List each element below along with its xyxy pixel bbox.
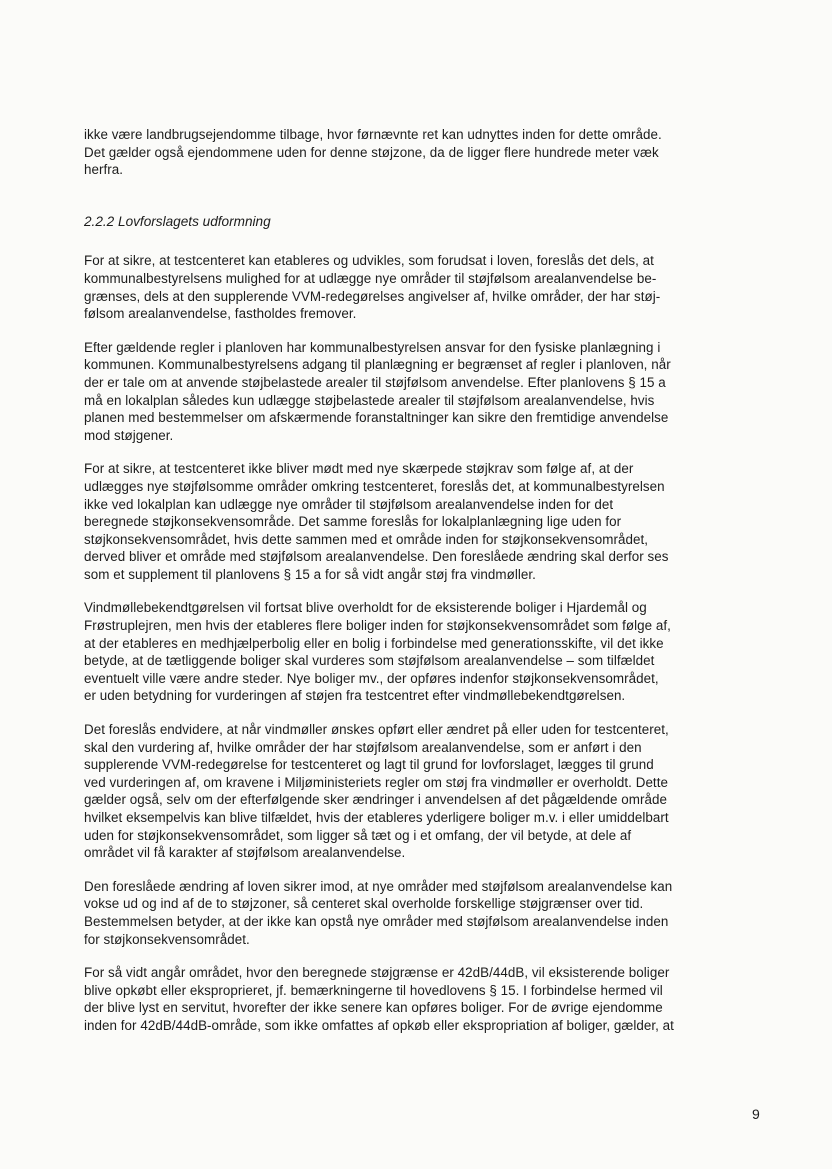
paragraph-7 [84,964,768,1034]
text-line: inden for 42dB/44dB-område, som ikke omfattes af opkøb eller ekspropriation af boliger, gælder, at [84,1017,674,1033]
spacer [84,230,768,252]
paragraph-4 [84,599,768,705]
paragraph-5 [84,721,768,862]
text-line: For at sikre, at testcenteret kan etableres og udvikles, som forudsat i loven, foreslås det dels, at [84,253,654,269]
intro-paragraph [84,126,768,179]
text-line: for støjkonsekvensområdet. [84,931,250,947]
text-line: følsom arealanvendelse, fastholdes fremover. [84,306,357,322]
text-line: betyde, at de tætliggende boliger skal vurderes som støjfølsom arealanvendelse – som tilfældet [84,653,655,669]
paragraph-6 [84,878,768,948]
text-line: som et supplement til planlovens § 15 a for så vidt angår støj fra vindmøller. [84,566,536,582]
text-line: gælder også, selv om der efterfølgende sker ændringer i anvendelsen af det pågældende område [84,792,667,808]
text-line: beregnede støjkonsekvensområde. Det samme foreslås for lokalplanlægning lige uden for [84,514,622,530]
text-line: Vindmøllebekendtgørelsen vil fortsat blive overholdt for de eksisterende boliger i Hjardemål og [84,600,647,616]
text-line: derved bliver et område med støjfølsom arealanvendelse. Den foreslåede ændring skal derfor ses [84,549,669,565]
document-body [84,126,768,1035]
text-line: støjkonsekvensområdet, hvis dette sammen med et område inden for støjkonsekvensområdet, [84,531,649,547]
text-line: hvilket eksempelvis kan blive tilfældet, hvis der etableres yderligere boliger m.v. i eller umiddelbart [84,810,669,825]
spacer [84,583,768,599]
text-line: Den foreslåede ændring af loven sikrer imod, at nye områder med støjfølsom arealanvendelse kan [84,878,673,894]
text-line: ikke ved lokalplan kan udlægge nye områder til støjfølsom arealanvendelse inden for det [84,496,614,512]
text-line: blive opkøbt eller eksproprieret, jf. bemærkningerne til hovedlovens § 15. I forbindelse hermed vil [84,982,663,998]
text-line: mod støjgener. [84,427,174,443]
text-line: supplerende VVM-redegørelse for testcenteret og lagt til grund for lovforslaget, lægges til grund [84,757,654,773]
text-line: uden for støjkonsekvensområdet, som ligger så tæt og i et omfang, der vil betyde, at dele af [84,827,632,843]
text-line: Efter gældende regler i planloven har kommunalbestyrelsen ansvar for den fysiske planlægning i [84,339,661,355]
text-line: vokse ud og ind af de to støjzoner, så centeret skal overholde forskellige støjgrænser over tid. [84,896,644,912]
text-line: kommunen. Kommunalbestyrelsens adgang til planlægning er begrænset af regler i planloven, når [84,357,671,373]
spacer [84,948,768,964]
paragraph-3 [84,460,768,583]
text-line: ved vurderingen af, om kravene i Miljøministeriets regler om støj fra vindmøller er overholdt. Dette [84,774,668,790]
text-line: at der etableres en medhjælperbolig eller en bolig i forbindelse med generationsskifte, vil det ikke [84,635,664,651]
text-line: der blive lyst en servitut, hvorefter der ikke senere kan opføres boliger. For de øvrige ejendomme [84,1000,663,1016]
section-heading: 2.2.2 Lovforslagets udformning [84,213,271,229]
text-line: området vil få karakter af støjfølsom arealanvendelse. [84,845,406,861]
text-line: udlægges nye støjfølsomme områder omkring testcenteret, foreslås det, at kommunalbestyrelsen [84,478,665,494]
text-line: kommunalbestyrelsens mulighed for at udlægge nye områder til støjfølsom arealanvendelse be- [84,270,657,286]
spacer [84,862,768,878]
text-line: For så vidt angår området, hvor den beregnede støjgrænse er 42dB/44dB, vil eksisterende boliger [84,965,670,981]
text-line: skal den vurdering af, hvilke områder der har støjfølsom arealanvendelse, som er anført i den [84,739,642,755]
text-line: Det gælder også ejendommene uden for denne støjzone, da de ligger flere hundrede meter væk [84,144,659,160]
text-line: For at sikre, at testcenteret ikke bliver mødt med nye skærpede støjkrav som følge af, at der [84,461,634,477]
text-line: Det foreslås endvidere, at når vindmøller ønskes opført eller ændret på eller uden for testcenteret, [84,722,669,738]
text-line: grænses, dels at den supplerende VVM-redegørelses angivelser af, hvilke områder, der har støj- [84,288,661,304]
paragraph-1 [84,252,768,322]
text-line: må en lokalplan således kun udlægge støjbelastede arealer til støjfølsom arealanvendelse, hvis [84,392,655,408]
spacer [84,323,768,339]
text-line: herfra. [84,162,124,178]
text-line: Frøstruplejren, men hvis der etableres flere boliger inden for støjkonsekvensområdet som følge af, [84,618,671,634]
text-line: ikke være landbrugsejendomme tilbage, hvor førnævnte ret kan udnyttes inden for dette område. [84,127,662,142]
paragraph-2 [84,339,768,445]
spacer [84,179,768,213]
text-line: planen med bestemmelser om afskærmende foranstaltninger kan sikre den fremtidige anvendelse [84,410,669,426]
spacer [84,705,768,721]
spacer [84,444,768,460]
text-line: Bestemmelsen betyder, at der ikke kan opstå nye områder med støjfølsom arealanvendelse inden [84,913,669,929]
text-line: eventuelt ville være andre steder. Nye boliger mv., der opføres indenfor støjkonsekvensområdet, [84,670,659,686]
text-line: der er tale om at anvende støjbelastede arealer til støjfølsom anvendelse. Efter planlovens § 15 a [84,374,666,390]
text-line: er uden betydning for vurderingen af støjen fra testcentret efter vindmøllebekendtgørelsen. [84,688,626,704]
page-number: 9 [752,1106,760,1122]
